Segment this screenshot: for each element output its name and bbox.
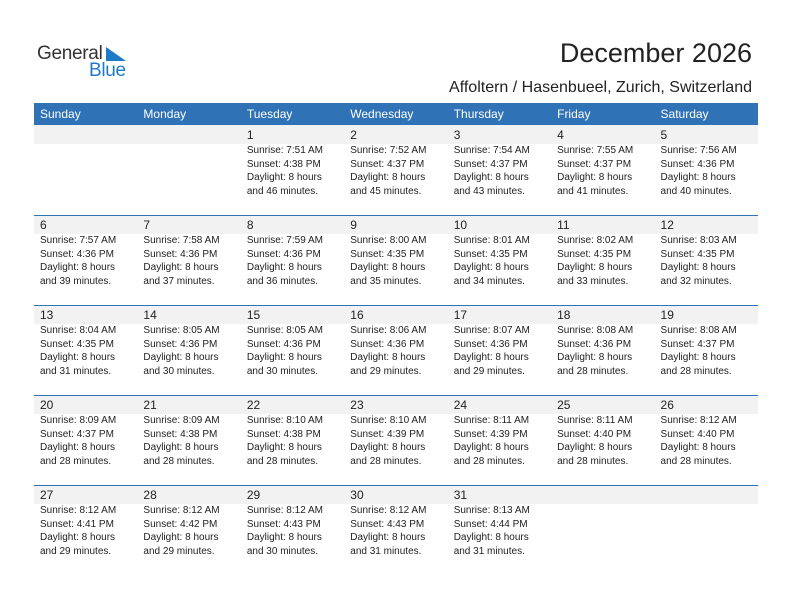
brand-logo: [37, 43, 137, 83]
daylight-minutes-text: and 37 minutes.: [143, 275, 215, 287]
day-cell: [241, 395, 344, 468]
daylight-minutes-text: and 28 minutes.: [143, 455, 215, 467]
daylight-minutes-text: and 28 minutes.: [557, 455, 629, 467]
sunset-text: Sunset: 4:35 PM: [350, 248, 425, 260]
sunrise-text: Sunrise: 7:59 AM: [246, 235, 323, 246]
sunset-text: Sunset: 4:36 PM: [246, 338, 321, 350]
day-number: 26: [660, 398, 674, 412]
empty-day-cell: [137, 125, 240, 198]
sunset-text: Sunset: 4:36 PM: [143, 248, 218, 260]
daylight-text: Daylight: 8 hours: [40, 532, 116, 543]
day-number: 24: [453, 398, 468, 412]
sunset-text: Sunset: 4:35 PM: [660, 248, 735, 260]
day-number: 22: [246, 398, 261, 412]
daylight-minutes-text: and 28 minutes.: [350, 455, 422, 467]
calendar-location: Affoltern / Hasenbueel, Zurich, Switzerland: [449, 79, 752, 96]
daylight-text: Daylight: 8 hours: [246, 262, 322, 273]
day-cell: [344, 305, 447, 378]
sunrise-text: Sunrise: 8:07 AM: [453, 325, 530, 336]
logo-word-general: General: [37, 43, 103, 64]
day-cell: [448, 215, 551, 288]
daylight-text: Daylight: 8 hours: [557, 262, 633, 273]
day-cell: [34, 395, 137, 468]
daylight-text: Daylight: 8 hours: [143, 352, 219, 363]
day-cell: [34, 485, 137, 558]
day-number: 17: [453, 308, 468, 322]
day-number: 6: [40, 218, 47, 232]
sunset-text: Sunset: 4:35 PM: [557, 248, 632, 260]
daylight-minutes-text: and 29 minutes.: [143, 545, 215, 557]
sunrise-text: Sunrise: 8:11 AM: [453, 415, 530, 426]
empty-day-cell: [34, 125, 137, 198]
sunrise-text: Sunrise: 8:12 AM: [246, 505, 323, 516]
daylight-minutes-text: and 39 minutes.: [40, 275, 112, 287]
calendar-title: December 2026: [559, 38, 752, 68]
sunset-text: Sunset: 4:43 PM: [246, 518, 321, 530]
sunrise-text: Sunrise: 8:02 AM: [557, 235, 634, 246]
daylight-text: Daylight: 8 hours: [453, 532, 529, 543]
day-cell: [137, 305, 240, 378]
day-cell: [34, 305, 137, 378]
day-number: 10: [453, 218, 468, 232]
sunrise-text: Sunrise: 8:06 AM: [350, 325, 427, 336]
day-number: 5: [660, 128, 668, 142]
sunset-text: Sunset: 4:39 PM: [453, 428, 528, 440]
daylight-text: Daylight: 8 hours: [246, 352, 322, 363]
sunrise-text: Sunrise: 7:54 AM: [453, 145, 530, 156]
day-number: 1: [246, 128, 254, 142]
day-number: 4: [557, 128, 564, 142]
day-cell: [655, 215, 758, 288]
sunset-text: Sunset: 4:37 PM: [40, 428, 114, 440]
day-number: 2: [350, 128, 357, 142]
daylight-minutes-text: and 28 minutes.: [40, 455, 112, 467]
daylight-text: Daylight: 8 hours: [350, 262, 426, 273]
daylight-minutes-text: and 30 minutes.: [143, 365, 215, 377]
sunrise-text: Sunrise: 8:11 AM: [557, 415, 633, 426]
weekday-wednesday: Wednesday: [350, 107, 414, 121]
day-cell: [344, 215, 447, 288]
daylight-text: Daylight: 8 hours: [350, 442, 426, 453]
logo-word-blue: Blue: [89, 60, 126, 81]
sunrise-text: Sunrise: 7:56 AM: [660, 145, 737, 156]
day-number: 11: [557, 218, 570, 232]
sunrise-text: Sunrise: 8:00 AM: [350, 235, 427, 246]
day-number: 13: [40, 308, 54, 322]
daylight-text: Daylight: 8 hours: [453, 442, 529, 453]
day-number: 27: [40, 488, 54, 502]
sunset-text: Sunset: 4:39 PM: [350, 428, 425, 440]
daylight-minutes-text: and 31 minutes.: [350, 545, 422, 557]
daylight-minutes-text: and 31 minutes.: [453, 545, 525, 557]
sunrise-text: Sunrise: 8:04 AM: [40, 325, 117, 336]
sunset-text: Sunset: 4:37 PM: [453, 158, 528, 170]
day-number: 23: [350, 398, 364, 412]
calendar-grid: [34, 103, 758, 575]
calendar-weeks: [34, 125, 758, 575]
sunrise-text: Sunrise: 8:08 AM: [557, 325, 634, 336]
sunset-text: Sunset: 4:40 PM: [660, 428, 735, 440]
day-cell: [551, 395, 654, 468]
sunrise-text: Sunrise: 8:08 AM: [660, 325, 737, 336]
daylight-minutes-text: and 29 minutes.: [453, 365, 525, 377]
day-number: 21: [143, 398, 157, 412]
day-cell: [448, 485, 551, 558]
daylight-minutes-text: and 36 minutes.: [246, 275, 319, 287]
weekday-tuesday: Tuesday: [246, 107, 293, 121]
sunset-text: Sunset: 4:44 PM: [453, 518, 528, 530]
day-number: 31: [453, 488, 468, 502]
sunset-text: Sunset: 4:35 PM: [453, 248, 528, 260]
weekday-thursday: Thursday: [453, 107, 504, 121]
sunrise-text: Sunrise: 7:51 AM: [246, 145, 323, 156]
sunset-text: Sunset: 4:40 PM: [557, 428, 632, 440]
daylight-text: Daylight: 8 hours: [453, 262, 529, 273]
sunset-text: Sunset: 4:36 PM: [660, 158, 735, 170]
sunset-text: Sunset: 4:36 PM: [453, 338, 528, 350]
daylight-minutes-text: and 28 minutes.: [557, 365, 629, 377]
daylight-minutes-text: and 30 minutes.: [246, 545, 319, 557]
day-number: 29: [246, 488, 261, 502]
weekday-header: [34, 103, 758, 125]
daylight-minutes-text: and 40 minutes.: [660, 185, 732, 197]
sunset-text: Sunset: 4:37 PM: [350, 158, 425, 170]
daylight-text: Daylight: 8 hours: [557, 352, 633, 363]
sunset-text: Sunset: 4:38 PM: [246, 428, 321, 440]
day-number: 15: [246, 308, 261, 322]
sunrise-text: Sunrise: 8:12 AM: [660, 415, 737, 426]
day-cell: [241, 485, 344, 558]
day-cell: [137, 395, 240, 468]
sunrise-text: Sunrise: 8:12 AM: [350, 505, 427, 516]
day-number: 18: [557, 308, 571, 322]
daylight-text: Daylight: 8 hours: [143, 262, 219, 273]
day-cell: [241, 305, 344, 378]
day-cell: [655, 125, 758, 198]
day-cell: [448, 305, 551, 378]
daylight-text: Daylight: 8 hours: [660, 352, 736, 363]
daylight-text: Daylight: 8 hours: [557, 442, 633, 453]
sunset-text: Sunset: 4:36 PM: [557, 338, 632, 350]
daylight-minutes-text: and 46 minutes.: [246, 185, 319, 197]
day-cell: [344, 125, 447, 198]
daylight-minutes-text: and 41 minutes.: [557, 185, 629, 197]
sunset-text: Sunset: 4:41 PM: [40, 518, 114, 530]
empty-day-cell: [655, 485, 758, 558]
daylight-minutes-text: and 29 minutes.: [40, 545, 112, 557]
sunset-text: Sunset: 4:36 PM: [40, 248, 114, 260]
sunrise-text: Sunrise: 7:52 AM: [350, 145, 427, 156]
sunset-text: Sunset: 4:37 PM: [557, 158, 632, 170]
day-cell: [34, 215, 137, 288]
day-cell: [551, 305, 654, 378]
day-cell: [241, 125, 344, 198]
day-number: 9: [350, 218, 357, 232]
sunset-text: Sunset: 4:36 PM: [350, 338, 425, 350]
day-cell: [241, 215, 344, 288]
daylight-minutes-text: and 32 minutes.: [660, 275, 732, 287]
daylight-text: Daylight: 8 hours: [143, 442, 219, 453]
day-number: 7: [143, 218, 151, 232]
sunset-text: Sunset: 4:38 PM: [246, 158, 321, 170]
daylight-minutes-text: and 31 minutes.: [40, 365, 112, 377]
calendar-week-row: [34, 395, 758, 485]
sunrise-text: Sunrise: 8:12 AM: [143, 505, 220, 516]
day-number: 30: [350, 488, 364, 502]
day-cell: [551, 125, 654, 198]
daylight-text: Daylight: 8 hours: [246, 442, 322, 453]
day-number: 12: [660, 218, 674, 232]
daylight-minutes-text: and 33 minutes.: [557, 275, 629, 287]
sunrise-text: Sunrise: 8:12 AM: [40, 505, 117, 516]
daylight-text: Daylight: 8 hours: [350, 172, 426, 183]
day-number: 25: [557, 398, 571, 412]
day-cell: [655, 305, 758, 378]
day-number: 14: [143, 308, 157, 322]
daylight-text: Daylight: 8 hours: [453, 352, 529, 363]
daylight-minutes-text: and 28 minutes.: [246, 455, 319, 467]
sunrise-text: Sunrise: 8:09 AM: [143, 415, 220, 426]
day-number: 3: [453, 128, 461, 142]
daylight-minutes-text: and 30 minutes.: [246, 365, 319, 377]
sunrise-text: Sunrise: 8:09 AM: [40, 415, 117, 426]
calendar-week-row: [34, 215, 758, 305]
empty-day-cell: [551, 485, 654, 558]
day-number: 8: [246, 218, 254, 232]
weekday-monday: Monday: [143, 107, 187, 121]
sunset-text: Sunset: 4:35 PM: [40, 338, 114, 350]
day-number: 28: [143, 488, 157, 502]
weekday-sunday: Sunday: [40, 107, 81, 121]
day-cell: [344, 395, 447, 468]
sunset-text: Sunset: 4:42 PM: [143, 518, 218, 530]
daylight-minutes-text: and 43 minutes.: [453, 185, 525, 197]
sunset-text: Sunset: 4:38 PM: [143, 428, 218, 440]
day-cell: [448, 125, 551, 198]
sunset-text: Sunset: 4:37 PM: [660, 338, 735, 350]
daylight-minutes-text: and 28 minutes.: [660, 455, 732, 467]
sunset-text: Sunset: 4:36 PM: [143, 338, 218, 350]
day-cell: [551, 215, 654, 288]
daylight-minutes-text: and 28 minutes.: [453, 455, 525, 467]
sunrise-text: Sunrise: 8:01 AM: [453, 235, 530, 246]
day-cell: [137, 485, 240, 558]
weekday-friday: Friday: [557, 107, 591, 121]
day-number: 19: [660, 308, 674, 322]
day-cell: [344, 485, 447, 558]
daylight-minutes-text: and 45 minutes.: [350, 185, 422, 197]
sunrise-text: Sunrise: 8:03 AM: [660, 235, 737, 246]
daylight-text: Daylight: 8 hours: [660, 262, 736, 273]
sunrise-text: Sunrise: 8:10 AM: [350, 415, 427, 426]
daylight-minutes-text: and 35 minutes.: [350, 275, 422, 287]
daylight-text: Daylight: 8 hours: [40, 352, 116, 363]
daylight-text: Daylight: 8 hours: [660, 172, 736, 183]
daylight-text: Daylight: 8 hours: [40, 442, 116, 453]
calendar-week-row: [34, 305, 758, 395]
day-cell: [448, 395, 551, 468]
daylight-text: Daylight: 8 hours: [660, 442, 736, 453]
sunrise-text: Sunrise: 8:05 AM: [143, 325, 220, 336]
daylight-text: Daylight: 8 hours: [453, 172, 529, 183]
sunrise-text: Sunrise: 7:58 AM: [143, 235, 220, 246]
day-cell: [137, 215, 240, 288]
day-cell: [655, 395, 758, 468]
day-number: 16: [350, 308, 364, 322]
daylight-minutes-text: and 34 minutes.: [453, 275, 525, 287]
sunrise-text: Sunrise: 7:55 AM: [557, 145, 634, 156]
daylight-text: Daylight: 8 hours: [40, 262, 116, 273]
sunset-text: Sunset: 4:36 PM: [246, 248, 321, 260]
sunrise-text: Sunrise: 8:13 AM: [453, 505, 530, 516]
sunrise-text: Sunrise: 8:10 AM: [246, 415, 323, 426]
daylight-text: Daylight: 8 hours: [143, 532, 219, 543]
daylight-text: Daylight: 8 hours: [350, 532, 426, 543]
daylight-text: Daylight: 8 hours: [246, 532, 322, 543]
sunrise-text: Sunrise: 7:57 AM: [40, 235, 117, 246]
daylight-minutes-text: and 28 minutes.: [660, 365, 732, 377]
calendar-week-row: [34, 125, 758, 215]
daylight-minutes-text: and 29 minutes.: [350, 365, 422, 377]
daylight-text: Daylight: 8 hours: [246, 172, 322, 183]
weekday-saturday: Saturday: [660, 107, 709, 121]
daylight-text: Daylight: 8 hours: [350, 352, 426, 363]
sunrise-text: Sunrise: 8:05 AM: [246, 325, 323, 336]
calendar-week-row: [34, 485, 758, 575]
day-number: 20: [40, 398, 54, 412]
sunset-text: Sunset: 4:43 PM: [350, 518, 425, 530]
daylight-text: Daylight: 8 hours: [557, 172, 633, 183]
